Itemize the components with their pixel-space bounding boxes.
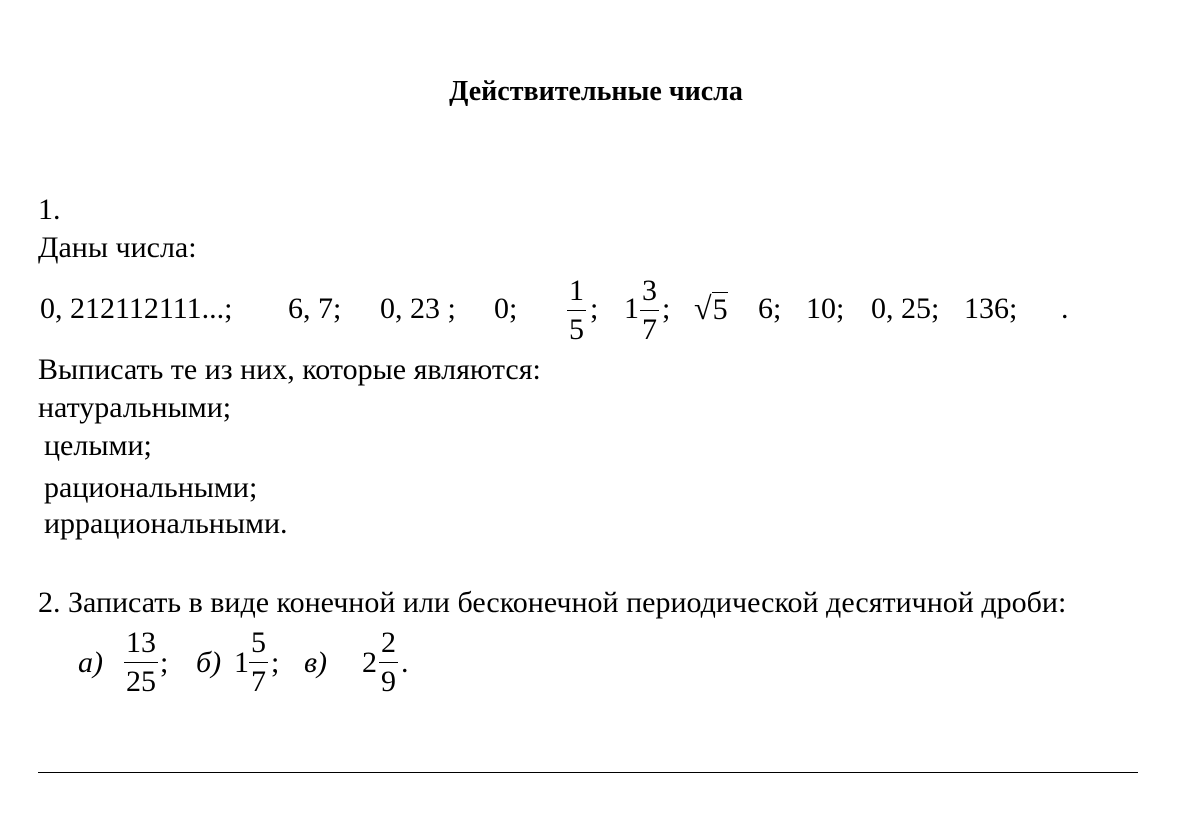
fraction-one-fifth — [567, 276, 586, 345]
fraction-denominator: 7 — [251, 665, 266, 698]
fraction-5-7 — [249, 628, 268, 697]
radical-sign-icon: √ — [694, 290, 712, 326]
list-item: рациональными; — [44, 471, 258, 504]
fraction-13-25 — [124, 628, 158, 697]
fraction-bar — [124, 662, 158, 663]
number-item: 6, 7; — [288, 292, 342, 325]
task-1-instruction: Выписать те из них, которые являются: — [38, 353, 541, 386]
list-item: иррациональными. — [44, 507, 288, 540]
number-item: 10; — [806, 292, 845, 325]
fraction-bar — [249, 662, 268, 663]
fraction-denominator: 9 — [381, 665, 396, 698]
task-1-number: 1. — [38, 193, 61, 226]
number-item: 0; — [494, 292, 518, 325]
radicand: 5 — [712, 293, 728, 326]
item-label-b: б) — [196, 646, 222, 679]
list-item: целыми; — [44, 429, 152, 462]
fraction-numerator: 3 — [642, 274, 657, 307]
fraction-2-9 — [379, 628, 398, 697]
fraction-denominator: 7 — [642, 313, 657, 346]
fraction-numerator: 2 — [381, 626, 396, 659]
fraction-bar — [379, 662, 398, 663]
numbers-end: . — [1061, 292, 1069, 325]
mixed-whole: 1 — [624, 292, 639, 325]
separator: ; — [160, 646, 169, 679]
item-label-a: а) — [78, 646, 103, 679]
number-item: 6; — [758, 292, 782, 325]
number-item: 136; — [964, 292, 1018, 325]
fraction-three-sevenths — [640, 276, 659, 345]
task-2-text: 2. Записать в виде конечной или бесконечной периодической десятичной дроби: — [38, 586, 1067, 619]
fraction-bar — [640, 310, 659, 311]
fraction-numerator: 13 — [126, 626, 156, 659]
separator: ; — [662, 292, 671, 325]
task-1-intro: Даны числа: — [38, 231, 197, 264]
end-period: . — [401, 646, 409, 679]
separator: ; — [590, 292, 599, 325]
fraction-numerator: 5 — [251, 626, 266, 659]
fraction-numerator: 1 — [569, 274, 584, 307]
page-title: Действительные числа — [449, 76, 743, 107]
square-root — [694, 290, 728, 328]
separator: ; — [271, 646, 280, 679]
item-label-c: в) — [304, 646, 328, 679]
fraction-denominator: 5 — [569, 313, 584, 346]
mixed-whole: 1 — [234, 646, 249, 679]
mixed-whole: 2 — [362, 646, 377, 679]
fraction-bar — [567, 310, 586, 311]
fraction-denominator: 25 — [126, 665, 156, 698]
number-item: 0, 25; — [871, 292, 940, 325]
list-item: натуральными; — [38, 391, 232, 424]
divider-line — [38, 772, 1138, 773]
number-item: 0, 23 ; — [380, 292, 456, 325]
number-item: 0, 212112111...; — [40, 292, 233, 325]
